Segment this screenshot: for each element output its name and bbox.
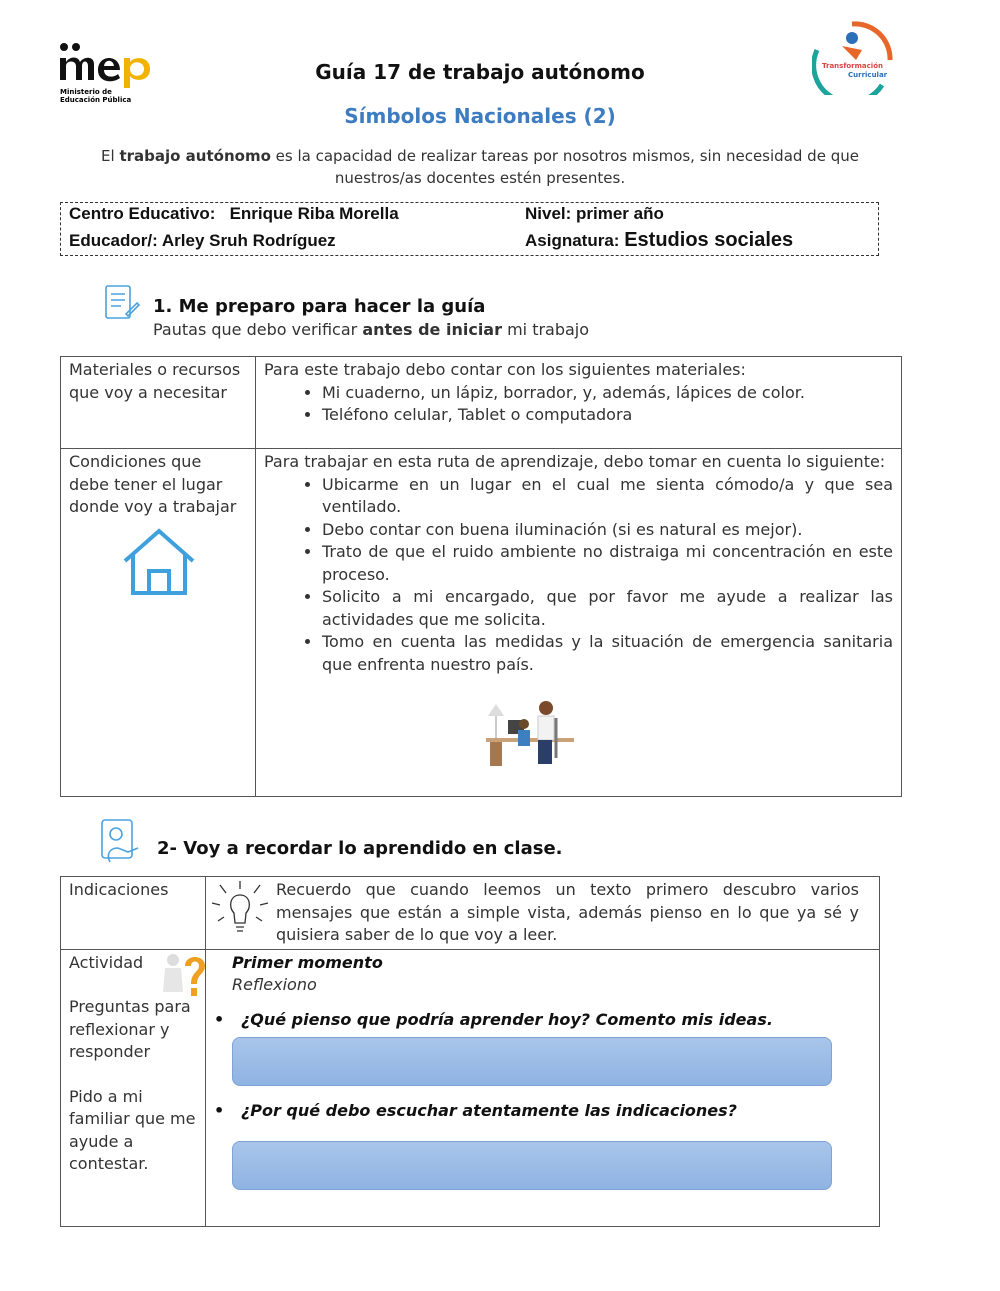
actividad-content xyxy=(206,949,880,1226)
list-item: • Tomo en cuenta las medidas y la situación de emergencia sanitaria que enfrenta nuestro país. xyxy=(322,631,893,676)
answer-input-1[interactable] xyxy=(232,1037,832,1086)
list-item: • Ubicarme en un lugar en el cual me sienta cómodo/a y que sea ventilado. xyxy=(322,474,893,519)
table-row xyxy=(61,877,880,950)
row-intro: Para este trabajo debo contar con los siguientes materiales: xyxy=(264,360,746,379)
actividad-cell xyxy=(61,949,206,1226)
table-row xyxy=(61,357,902,449)
page-title: Guía 17 de trabajo autónomo xyxy=(315,60,645,84)
section1-heading: 1. Me preparo para hacer la guía xyxy=(153,296,486,317)
row-content xyxy=(256,357,902,449)
table-row xyxy=(61,449,902,797)
pido-label: Pido a mi familiar que me ayude a contestar. xyxy=(69,1086,196,1173)
reflexiono-label: Reflexiono xyxy=(232,975,317,994)
info-row-1 xyxy=(69,204,870,229)
section2-heading: 2- Voy a recordar lo aprendido en clase. xyxy=(157,838,563,859)
question-1: • ¿Qué pienso que podría aprender hoy? Comento mis ideas. xyxy=(214,1009,773,1029)
indicaciones-cell xyxy=(206,877,880,950)
list-item: • Debo contar con buena iluminación (si es natural es mejor). xyxy=(322,519,893,542)
svg-text:Transformación: Transformación xyxy=(822,62,883,70)
row-label-cell xyxy=(61,449,256,797)
lightbulb-icon xyxy=(210,879,276,947)
centro-label: Centro Educativo: xyxy=(69,204,216,223)
nivel: Nivel: primer año xyxy=(525,204,664,223)
question-2: • ¿Por qué debo escuchar atentamente las indicaciones? xyxy=(214,1101,737,1120)
svg-text:Ministerio de: Ministerio de xyxy=(60,88,112,96)
activity-table xyxy=(60,876,880,1227)
tablet-touch-icon xyxy=(98,818,140,868)
row-intro: Para trabajar en esta ruta de aprendizaje, debo tomar en cuenta lo siguiente: xyxy=(264,452,886,471)
house-icon xyxy=(121,527,247,602)
indicaciones-text: Recuerdo que cuando leemos un texto primero descubro varios mensajes que están a simple vista, además pienso en lo que ya sé y quisiera saber de lo que voy a leer. xyxy=(276,880,859,944)
info-row-2 xyxy=(69,229,870,254)
parent-child-desk-illustration xyxy=(486,698,893,775)
list-item: • Solicito a mi encargado, que por favor me ayude a realizar las actividades que me solicita. xyxy=(322,586,893,631)
actividad-label: Actividad xyxy=(69,952,144,972)
svg-text:Educación Pública: Educación Pública xyxy=(60,96,132,104)
asignatura-label: Asignatura: xyxy=(525,231,620,250)
educador: Educador/: Arley Sruh Rodríguez xyxy=(69,231,336,250)
section1-subheading: Pautas que debo verificar antes de iniciar mi trabajo xyxy=(153,320,590,339)
centro-group xyxy=(69,204,525,224)
centro-value: Enrique Riba Morella xyxy=(229,204,399,223)
educador-group xyxy=(69,231,525,251)
thinking-figure-question-icon xyxy=(161,952,207,1009)
list-item: • Trato de que el ruido ambiente no distraiga mi concentración en este proceso. xyxy=(322,541,893,586)
row-label: Condiciones que debe tener el lugar donde voy a trabajar xyxy=(69,452,237,516)
list-item: • Mi cuaderno, un lápiz, borrador, y, además, lápices de color. xyxy=(322,382,893,405)
svg-text:Curricular: Curricular xyxy=(848,71,888,79)
asignatura-value: Estudios sociales xyxy=(624,229,794,251)
preguntas-label: Preguntas para reflexionar y responder xyxy=(69,997,191,1061)
intro-text: El trabajo autónomo es la capacidad de realizar tareas por nosotros mismos, sin necesidad de que nuestros/as docentes estén presentes. xyxy=(101,147,859,187)
row-content xyxy=(256,449,902,797)
answer-input-2[interactable] xyxy=(232,1141,832,1190)
table-row xyxy=(61,949,880,1226)
info-box xyxy=(60,202,879,256)
row-label: Materiales o recursos que voy a necesitar xyxy=(61,357,256,449)
indicaciones-label: Indicaciones xyxy=(61,877,206,950)
momento-heading: Primer momento xyxy=(232,952,383,972)
list-item: • Teléfono celular, Tablet o computadora xyxy=(322,404,893,427)
page-subtitle: Símbolos Nacionales (2) xyxy=(344,104,616,128)
checklist-icon xyxy=(104,284,140,326)
preparation-table xyxy=(60,356,902,797)
